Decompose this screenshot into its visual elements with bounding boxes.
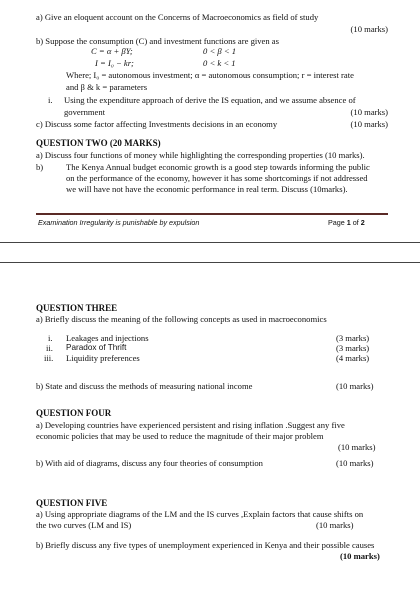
q5b-marks: (10 marks)	[340, 551, 380, 561]
q3b-marks: (10 marks)	[336, 381, 374, 391]
q1b-where: Where; I₀ = autonomous investment; α = autonomous consumption; r = interest rate	[66, 70, 354, 80]
q4a-marks: (10 marks)	[338, 442, 376, 452]
q3-item-label: Paradox of Thrift	[66, 343, 127, 352]
q5a-line2: the two curves (LM and IS)	[36, 520, 132, 530]
q2a-text: a) Discuss four functions of money while highlighting the corresponding properties (10 marks).	[36, 150, 365, 160]
page-separator-bottom	[0, 262, 420, 263]
q3a-text: a) Briefly discuss the meaning of the following concepts as used in macroeconomics	[36, 314, 327, 324]
q5a-line1: a) Using appropriate diagrams of the LM and the IS curves ,Explain factors that cause shifts on	[36, 509, 364, 519]
q1a-text: a) Give an eloquent account on the Concerns of Macroeconomics as field of study	[36, 12, 319, 22]
q3-item-num: i.	[48, 333, 53, 343]
q1b-cond2: 0 < k < 1	[203, 58, 236, 68]
q1c-text: c) Discuss some factor affecting Investments decisions in an economy	[36, 119, 278, 129]
q4a-line1: a) Developing countries have experienced persistent and rising inflation .Suggest any five	[36, 420, 345, 430]
q2b-line3: we will have not have the economic performance in real term. Discuss (10marks).	[66, 184, 348, 194]
page-number: Page 1 of 2	[328, 218, 365, 227]
q3-item-label: Liquidity preferences	[66, 353, 140, 363]
q1b-eq2: I = I₀ − kr;	[95, 58, 134, 68]
q1b-cond1: 0 < β < 1	[203, 46, 237, 56]
q1b-i-marks: (10 marks)	[350, 107, 388, 117]
q3-heading: QUESTION THREE	[36, 303, 118, 313]
q2b-label: b)	[36, 162, 44, 172]
q1b-eq1: C = α + βY;	[91, 46, 133, 56]
q5b-text: b) Briefly discuss any five types of unemployment experienced in Kenya and their possible causes	[36, 540, 375, 550]
footer-notice: Examination Irregularity is punishable by expulsion	[38, 218, 200, 227]
footer-rule	[36, 213, 388, 215]
q4b-text: b) With aid of diagrams, discuss any four theories of consumption	[36, 458, 263, 468]
q3-item-num: iii.	[44, 353, 54, 363]
q3-item-marks: (3 marks)	[336, 333, 370, 343]
q1c-marks: (10 marks)	[350, 119, 388, 129]
q1a-marks: (10 marks)	[350, 24, 388, 34]
q3-item-label: Leakages and injections	[66, 333, 149, 343]
q3-item-marks: (3 marks)	[336, 343, 370, 353]
q3b-text: b) State and discuss the methods of measuring national income	[36, 381, 253, 391]
q4a-line2: economic policies that may be used to reduce the magnitude of their major problem	[36, 431, 324, 441]
q5-heading: QUESTION FIVE	[36, 498, 108, 508]
q1b-params: and β & k = parameters	[66, 82, 148, 92]
q1b-i-number: i.	[48, 95, 53, 105]
q4-heading: QUESTION FOUR	[36, 408, 112, 418]
q1b-i-text2: government	[64, 107, 106, 117]
q1b-i-text: Using the expenditure approach of derive the IS equation, and we assume absence of	[64, 95, 356, 105]
page-separator-top	[0, 242, 420, 243]
q4b-marks: (10 marks)	[336, 458, 374, 468]
q5a-marks: (10 marks)	[316, 520, 354, 530]
q3-item-marks: (4 marks)	[336, 353, 370, 363]
q2b-line2: on the performance of the economy, however it has some shortcomings if not addressed	[66, 173, 368, 183]
q2-heading: QUESTION TWO (20 MARKS)	[36, 138, 161, 148]
q3-item-num: ii.	[46, 343, 53, 353]
q2b-line1: The Kenya Annual budget economic growth is a good step towards informing the public	[66, 162, 370, 172]
q1b-intro: b) Suppose the consumption (C) and investment functions are given as	[36, 36, 279, 46]
